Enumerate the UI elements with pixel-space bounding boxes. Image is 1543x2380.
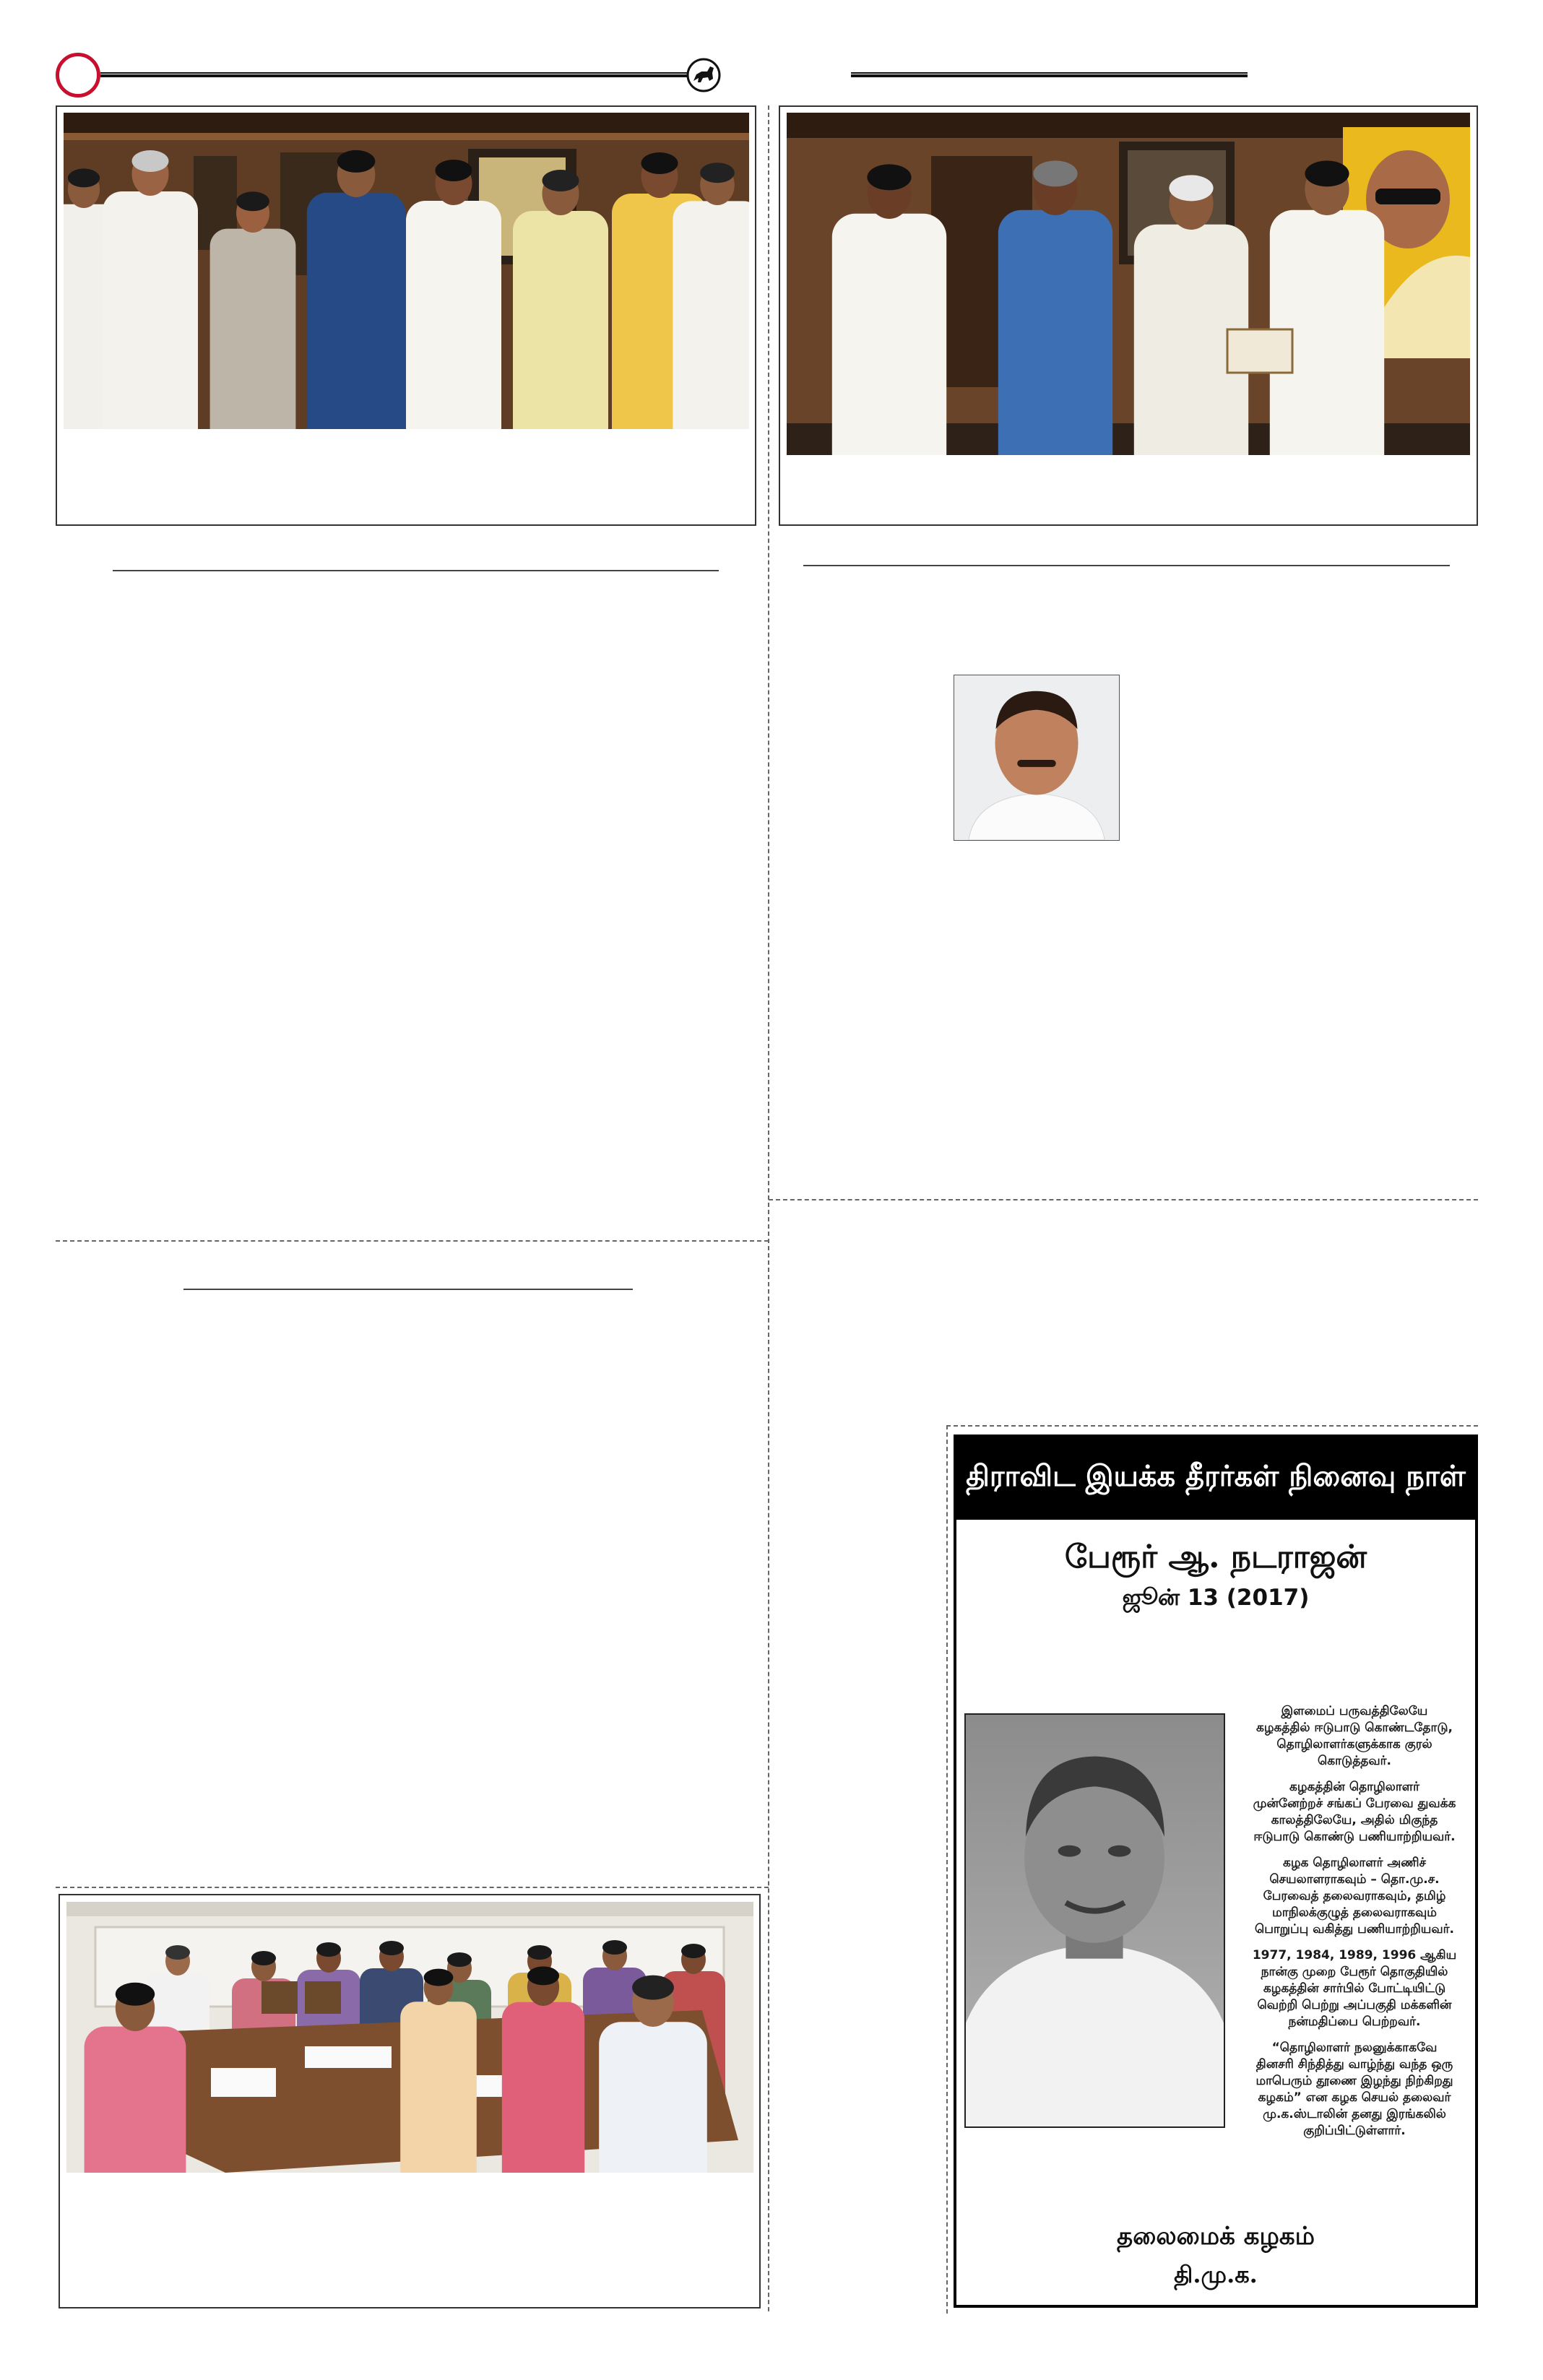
section-divider-left-lower (56, 1887, 769, 1888)
memorial-text-line: கழகத்தின் சார்பில் போட்டியிட்டு (1263, 1981, 1446, 1996)
headline-rule-left (113, 570, 719, 571)
person-body (998, 210, 1112, 455)
memorial-text-line: கொடுத்தவர். (1318, 1754, 1391, 1768)
memorial-text-line: குறிப்பிட்டுள்ளார். (1303, 2124, 1406, 2138)
portrait-mustache (1017, 760, 1056, 767)
portrait-eye (1108, 1845, 1131, 1857)
memorial-text-line: மாபெரும் தூணை இழந்து நிற்கிறது (1255, 2074, 1453, 2088)
person-hair (379, 1941, 404, 1955)
person-body (832, 214, 946, 455)
headline-rule-right (803, 565, 1450, 566)
masthead-right-rule (851, 72, 1248, 77)
memorial-text-line: நான்கு முறை பேரூர் தொகுதியில் (1261, 1965, 1448, 1979)
person-hair (68, 168, 100, 187)
memorial-text-line: பேரவைத் தலைவராகவும், தமிழ் (1263, 1889, 1446, 1903)
memorial-paragraph (1232, 1855, 1477, 1938)
memorial-text-line: கழகத்தின் தொழிலாளர் (1289, 1780, 1419, 1794)
person-body (103, 191, 198, 429)
masthead-left-rule (100, 72, 687, 77)
person-hair (1033, 160, 1077, 186)
person-hair (543, 170, 579, 191)
person-body (502, 2002, 584, 2173)
person-hair (632, 1976, 674, 2000)
person-hair (132, 150, 169, 172)
person-hair (527, 1966, 559, 1985)
memorial-footer-line2: தி.மு.க. (1174, 2261, 1258, 2288)
person-body (406, 201, 501, 429)
person-hair (251, 1951, 276, 1965)
portrait-eye (1058, 1845, 1081, 1857)
memorial-text-line: நன்மதிப்பை பெற்றவர். (1288, 2015, 1421, 2029)
memorial-text-line: கழக தொழிலாளர் அணிச் (1283, 1856, 1426, 1870)
memorial-portrait-image (966, 1715, 1224, 2126)
ceiling-band (64, 113, 749, 133)
papers-on-table (211, 2068, 276, 2097)
party-emblem-icon (686, 57, 722, 93)
memorial-text-line: கழகம்” என கழக செயல் தலைவர் (1258, 2090, 1451, 2105)
memorial-text-line: காலத்திலேயே, அதில் மிகுந்த (1271, 1813, 1438, 1827)
memorial-text-line: தொழிலாளர்களுக்காக குரல் (1276, 1737, 1432, 1752)
section-divider-right (769, 1199, 1478, 1200)
memorial-paragraph (1232, 1703, 1477, 1770)
cornice (64, 133, 749, 140)
person-body (400, 2002, 477, 2173)
papers-on-table (305, 2046, 392, 2068)
memorial-text-column (1232, 1703, 1477, 2149)
person-figure (673, 163, 749, 429)
memorial-text-line: “தொழிலாளர் நலனுக்காகவே (1271, 2041, 1438, 2055)
person-hair (1169, 175, 1213, 201)
memorial-paragraph (1232, 1779, 1477, 1845)
column-divider-vertical (768, 105, 769, 2311)
person-hair (527, 1945, 552, 1960)
photo-bottom-left (66, 1902, 753, 2173)
memorial-text-line: மாநிலக்குழுத் தலைவராகவும் (1272, 1905, 1437, 1920)
photo-top-left (64, 113, 749, 429)
memorial-paragraph (1232, 1947, 1477, 2030)
person-body (307, 193, 405, 429)
memorial-text-line: மு.க.ஸ்டாலின் தனது இரங்கலில் (1263, 2107, 1446, 2121)
red-circle-icon (56, 53, 100, 98)
poster-sunglasses (1375, 189, 1440, 204)
ceiling-band (66, 1902, 753, 1916)
memorial-text-line: தினசரி சிந்தித்து வாழ்ந்து வந்த ஒரு (1255, 2057, 1453, 2072)
memorial-name: பேரூர் ஆ. நடராஜன் (1064, 1539, 1367, 1575)
person-hair (700, 163, 735, 183)
photo-top-right (787, 113, 1470, 455)
memorial-text-line: ஈடுபாடு கொண்டு பணியாற்றியவர். (1253, 1830, 1456, 1844)
memorial-portrait-photo (964, 1713, 1225, 2128)
person-hair (337, 150, 376, 173)
portrait-frame-on-table (305, 1981, 341, 2014)
memorial-text-line: பொறுப்பு வகித்து பணியாற்றியவர். (1255, 1922, 1454, 1937)
person-hair (165, 1945, 190, 1960)
memorial-header: திராவிட இயக்க தீரர்கள் நினைவு நாள் (954, 1435, 1478, 1518)
person-hair (424, 1969, 454, 1986)
person-hair (681, 1944, 706, 1958)
memorial-text-line: முன்னேற்றச் சங்கப் பேரவை துவக்க (1253, 1796, 1456, 1811)
memorial-text-line: 1977, 1984, 1989, 1996 ஆகிய (1252, 1948, 1457, 1963)
person-hair (1305, 160, 1349, 186)
handed-book (1227, 329, 1292, 373)
person-body (673, 201, 749, 429)
person-body (85, 2027, 186, 2173)
person-hair (641, 152, 678, 174)
person-body (513, 211, 608, 429)
person-hair (867, 164, 911, 190)
headline-rule-left-middle (183, 1289, 633, 1290)
memorial-text-line: இளமைப் பருவத்திலேயே (1281, 1704, 1428, 1718)
photo-bottom-left-image (66, 1902, 753, 2173)
portrait-frame-on-table (262, 1981, 298, 2014)
section-divider-left-upper (56, 1240, 769, 1242)
memorial-footer-line1: தலைமைக் கழகம் (1117, 2222, 1315, 2251)
person-hair (116, 1983, 155, 2006)
memorial-text-line: செயலாளராகவும் – தொ.மு.ச. (1269, 1872, 1440, 1887)
small-portrait-image (954, 675, 1119, 840)
photo-top-left-image (64, 113, 749, 429)
person-body (210, 229, 296, 429)
memorial-paragraph (1232, 2040, 1477, 2139)
memorial-date: ஜூன் 13 (2017) (1122, 1585, 1310, 1611)
memorial-text-line: வெற்றி பெற்று அப்பகுதி மக்களின் (1257, 1998, 1452, 2012)
emblem-graphic (686, 57, 722, 93)
person-hair (436, 160, 472, 181)
memorial-text-line: கழகத்தில் ஈடுபாடு கொண்டதோடு, (1255, 1721, 1453, 1735)
photo-top-right-image (787, 113, 1470, 455)
person-hair (602, 1940, 627, 1955)
person-body (599, 2022, 707, 2173)
small-portrait-photo (954, 675, 1120, 841)
person-hair (236, 191, 269, 211)
person-hair (316, 1942, 341, 1957)
person-hair (447, 1952, 472, 1967)
